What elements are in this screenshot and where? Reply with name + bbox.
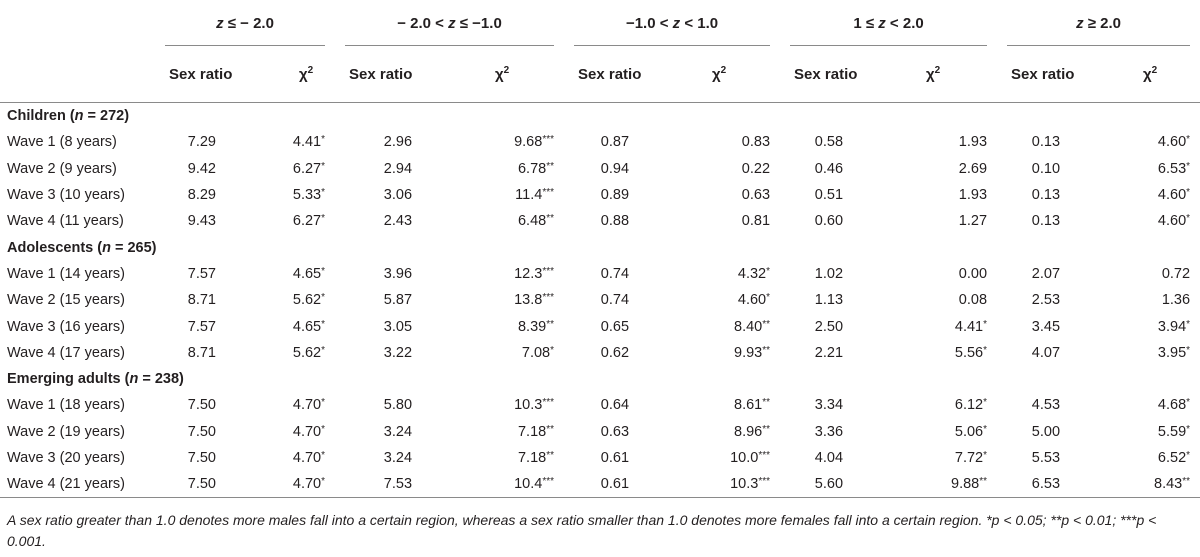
sex-ratio-cell: 0.60: [814, 213, 844, 230]
sex-ratio-cell: 8.71: [187, 292, 216, 309]
significance-marker: *: [1186, 397, 1191, 409]
chi-square-cell: 4.65*: [292, 265, 326, 282]
table-row: [0, 182, 1200, 208]
chi-symbol: χ: [926, 66, 935, 83]
sex-ratio-cell: 2.50: [814, 318, 844, 335]
chi-square-cell: 5.33*: [292, 187, 326, 204]
significance-marker: ***: [542, 476, 555, 488]
chi-square-cell: 4.60*: [1157, 213, 1191, 230]
chi-square-cell: 1.93: [958, 187, 988, 204]
empty-cell: [564, 103, 682, 130]
chi-square-cell: 5.62*: [292, 344, 326, 361]
significance-marker: **: [546, 213, 555, 225]
empty-cell: [465, 366, 564, 392]
sex-ratio-cell: 0.62: [600, 344, 630, 361]
empty-cell: [682, 234, 780, 260]
row-label: Wave 2 (15 years): [7, 292, 125, 309]
sex-ratio-cell: 3.24: [383, 450, 413, 466]
chi-square-cell: 0.81: [741, 213, 771, 230]
chi-square-cell: 4.70*: [292, 397, 326, 414]
sex-ratio-cell: 7.53: [335, 471, 465, 498]
chi-square-header: [269, 46, 335, 103]
significance-marker: **: [1182, 476, 1191, 488]
chi-square-cell: 5.56*: [954, 344, 988, 361]
empty-cell: [780, 366, 896, 392]
table-row: [0, 471, 1200, 498]
row-label: Wave 3 (16 years): [7, 318, 125, 335]
chi-square-cell: 0.83: [741, 134, 771, 151]
significance-marker: **: [762, 423, 771, 435]
chi-square-header: [896, 46, 997, 103]
chi-symbol: χ: [299, 66, 308, 83]
sex-ratio-cell: 7.50: [155, 471, 269, 498]
sex-ratio-cell: 3.06: [383, 187, 413, 204]
chi-square-cell: 1.36: [1161, 292, 1191, 309]
chi-square-cell: 4.60*: [737, 292, 771, 309]
sex-ratio-cell: 0.10: [1031, 160, 1061, 177]
table-row: [0, 129, 1200, 155]
significance-marker: **: [762, 397, 771, 409]
sex-ratio-header: Sex ratio: [997, 46, 1113, 103]
range-header: − 2.0 < z ≤ −1.0: [335, 0, 564, 46]
sex-ratio-cell: 0.61: [564, 471, 682, 498]
group-label: Emerging adults (n = 238): [7, 371, 184, 388]
chi-square-cell: 1.27: [958, 213, 988, 230]
empty-cell: [564, 366, 682, 392]
empty-cell: [1113, 103, 1200, 130]
chi-square-cell: 7.08*: [521, 344, 555, 361]
sex-ratio-cell: 3.22: [383, 344, 413, 361]
sex-ratio-cell: 0.58: [814, 134, 844, 151]
table-row: [0, 261, 1200, 287]
significance-marker: **: [762, 344, 771, 356]
group-row: [0, 366, 1200, 392]
chi-square-cell: 9.68***: [514, 134, 555, 151]
significance-marker: ***: [542, 397, 555, 409]
chi-square-cell: 13.8***: [514, 292, 555, 309]
empty-cell: [1113, 234, 1200, 260]
sex-ratio-cell: 0.13: [1031, 134, 1061, 151]
empty-cell: [335, 103, 465, 130]
sex-ratio-cell: 3.96: [383, 265, 413, 282]
significance-marker: *: [983, 344, 988, 356]
chi-square-cell: 0.08: [958, 292, 988, 309]
chi-square-cell: 3.95*: [1157, 344, 1191, 361]
sex-ratio-header: Sex ratio: [780, 46, 896, 103]
chi-square-cell: 4.65*: [292, 318, 326, 335]
chi-superscript: 2: [934, 65, 941, 76]
sex-ratio-cell: 1.02: [814, 265, 844, 282]
sex-ratio-cell: 0.46: [814, 160, 844, 177]
empty-cell: [269, 103, 335, 130]
sex-ratio-cell: 0.74: [600, 265, 630, 282]
significance-marker: *: [321, 318, 326, 330]
table-row: [0, 287, 1200, 313]
empty-cell: [780, 234, 896, 260]
chi-square-cell: 8.61**: [734, 397, 771, 414]
sex-ratio-cell: 7.50: [187, 450, 216, 466]
significance-marker: *: [321, 134, 326, 146]
corner-cell: [0, 0, 155, 46]
row-label: Wave 4 (17 years): [7, 344, 125, 361]
sex-ratio-cell: 0.65: [600, 318, 630, 335]
chi-square-header: [1113, 46, 1200, 103]
chi-square-cell: 4.70*: [292, 450, 326, 466]
sex-ratio-cell: 2.96: [383, 134, 413, 151]
chi-square-cell: 6.12*: [954, 397, 988, 414]
sex-ratio-cell: 7.57: [187, 318, 216, 335]
sex-ratio-cell: 0.88: [600, 213, 630, 230]
table-row: [0, 156, 1200, 182]
chi-square-cell: 5.06*: [954, 423, 988, 440]
significance-marker: ***: [758, 476, 771, 488]
sex-ratio-cell: 2.53: [1031, 292, 1061, 309]
empty-cell: [335, 366, 465, 392]
significance-marker: ***: [758, 450, 771, 461]
sex-ratio-cell: 5.80: [383, 397, 413, 414]
chi-square-cell: 12.3***: [514, 265, 555, 282]
significance-marker: ***: [542, 187, 555, 199]
significance-marker: *: [1186, 344, 1191, 356]
chi-square-cell: 0.72: [1161, 265, 1191, 282]
sex-ratio-cell: 0.51: [814, 187, 844, 204]
sex-ratio-cell: 3.24: [383, 423, 413, 440]
chi-square-cell: 6.27*: [292, 213, 326, 230]
sex-ratio-cell: 9.42: [187, 160, 216, 177]
chi-square-cell: 5.62*: [292, 292, 326, 309]
significance-marker: *: [321, 213, 326, 225]
row-label: Wave 2 (9 years): [7, 160, 117, 177]
significance-marker: **: [546, 160, 555, 172]
chi-superscript: 2: [1151, 65, 1158, 76]
significance-marker: **: [762, 318, 771, 330]
empty-cell: [997, 234, 1113, 260]
sex-ratio-cell: 7.29: [187, 134, 216, 151]
sex-ratio-cell: 3.05: [383, 318, 413, 335]
sex-ratio-cell: 3.36: [814, 423, 844, 440]
sex-ratio-cell: 0.13: [1031, 213, 1061, 230]
chi-square-cell: 10.3***: [514, 397, 555, 414]
chi-square-cell: 6.52*: [1157, 450, 1191, 466]
chi-square-cell: 1.93: [958, 134, 988, 151]
sex-ratio-cell: 5.53: [1031, 450, 1061, 466]
sex-ratio-cell: 6.53: [997, 471, 1113, 498]
sex-ratio-cell: 2.07: [1031, 265, 1061, 282]
chi-square-cell: 7.72*: [954, 450, 988, 466]
chi-square-cell: 4.41*: [954, 318, 988, 335]
chi-square-cell: 4.60*: [1157, 187, 1191, 204]
significance-marker: *: [321, 450, 326, 461]
table-row: [0, 392, 1200, 418]
chi-square-cell: 4.70*: [292, 423, 326, 440]
group-label: Adolescents (n = 265): [7, 239, 157, 256]
sex-ratio-header: Sex ratio: [564, 46, 682, 103]
table-row: [0, 313, 1200, 339]
chi-square-cell: 7.18**: [517, 450, 555, 466]
sex-ratio-cell: 5.00: [1031, 423, 1061, 440]
chi-square-cell: 6.53*: [1157, 160, 1191, 177]
significance-marker: *: [1186, 160, 1191, 172]
table-header: [0, 0, 1200, 103]
sex-ratio-header: Sex ratio: [335, 46, 465, 103]
empty-cell: [896, 103, 997, 130]
row-label: Wave 3 (10 years): [7, 187, 125, 204]
empty-cell: [1113, 366, 1200, 392]
sex-ratio-cell: 4.53: [1031, 397, 1061, 414]
empty-cell: [269, 234, 335, 260]
significance-marker: *: [321, 187, 326, 199]
chi-symbol: χ: [495, 66, 504, 83]
sex-ratio-cell: 0.94: [600, 160, 630, 177]
sex-ratio-cell: 7.50: [187, 423, 216, 440]
empty-cell: [465, 103, 564, 130]
empty-cell: [564, 234, 682, 260]
empty-cell: [896, 234, 997, 260]
chi-square-cell: 6.48**: [517, 213, 555, 230]
chi-square-cell: 4.60*: [1157, 134, 1191, 151]
chi-square-cell: 8.96**: [734, 423, 771, 440]
chi-superscript: 2: [503, 65, 510, 76]
significance-marker: *: [321, 292, 326, 304]
sex-ratio-cell: 0.61: [600, 450, 630, 466]
chi-superscript: 2: [720, 65, 727, 76]
significance-marker: *: [321, 344, 326, 356]
significance-marker: *: [321, 265, 326, 277]
sex-ratio-cell: 7.57: [187, 265, 216, 282]
chi-square-cell: 4.68*: [1157, 397, 1191, 414]
significance-marker: ***: [542, 292, 555, 304]
sex-ratio-cell: 2.94: [383, 160, 413, 177]
significance-marker: *: [321, 476, 326, 488]
chi-square-cell: 4.70*: [269, 471, 335, 498]
row-label: Wave 1 (14 years): [7, 265, 125, 282]
chi-square-cell: 3.94*: [1157, 318, 1191, 335]
sex-ratio-cell: 4.04: [814, 450, 844, 466]
sex-ratio-cell: 3.34: [814, 397, 844, 414]
significance-marker: *: [1186, 187, 1191, 199]
group-row: [0, 234, 1200, 260]
significance-marker: *: [1186, 318, 1191, 330]
chi-symbol: χ: [712, 66, 721, 83]
group-label: Children (n = 272): [7, 108, 130, 125]
range-header: z ≥ 2.0: [997, 0, 1200, 46]
table-row: [0, 208, 1200, 234]
significance-marker: **: [546, 450, 555, 461]
empty-cell: [997, 366, 1113, 392]
chi-square-cell: 8.43**: [1113, 471, 1200, 498]
row-label: Wave 3 (20 years): [7, 450, 125, 466]
significance-marker: **: [546, 318, 555, 330]
sex-ratio-cell: 0.63: [600, 423, 630, 440]
chi-square-cell: 0.00: [958, 265, 988, 282]
empty-cell: [896, 366, 997, 392]
row-label: Wave 1 (8 years): [7, 134, 117, 151]
significance-marker: *: [983, 397, 988, 409]
significance-marker: *: [321, 160, 326, 172]
significance-marker: *: [1186, 450, 1191, 461]
sex-ratio-cell: 0.74: [600, 292, 630, 309]
corner-cell: [0, 46, 155, 103]
group-row: [0, 103, 1200, 130]
chi-square-cell: 4.41*: [292, 134, 326, 151]
empty-cell: [465, 234, 564, 260]
chi-symbol: χ: [1143, 66, 1152, 83]
empty-cell: [997, 103, 1113, 130]
empty-cell: [269, 366, 335, 392]
empty-cell: [682, 366, 780, 392]
significance-marker: *: [983, 423, 988, 435]
chi-square-cell: 10.4***: [465, 471, 564, 498]
chi-square-cell: 0.63: [741, 187, 771, 204]
chi-square-cell: 6.27*: [292, 160, 326, 177]
significance-marker: ***: [542, 134, 555, 146]
chi-square-header: [682, 46, 780, 103]
significance-marker: *: [1186, 423, 1191, 435]
significance-marker: *: [1186, 134, 1191, 146]
sex-ratio-cell: 2.21: [814, 344, 844, 361]
chi-square-cell: 8.40**: [734, 318, 771, 335]
sex-ratio-cell: 9.43: [187, 213, 216, 230]
table-row: [0, 419, 1200, 445]
chi-square-header: [465, 46, 564, 103]
significance-marker: *: [766, 292, 771, 304]
row-label: Wave 4 (11 years): [7, 213, 124, 230]
empty-cell: [155, 103, 269, 130]
sex-ratio-cell: 5.60: [780, 471, 896, 498]
sex-ratio-cell: 0.13: [1031, 187, 1061, 204]
table-footnote: A sex ratio greater than 1.0 denotes more males fall into a certain region, whereas a sex ratio smaller than 1.0 denotes more females fall into a certain region. *p < 0.05; **p < 0.01; ***p < 0.001.: [7, 512, 1157, 549]
chi-square-cell: 10.0***: [730, 450, 771, 466]
significance-marker: **: [546, 423, 555, 435]
row-label: Wave 4 (21 years): [0, 471, 155, 498]
empty-cell: [780, 103, 896, 130]
significance-marker: *: [766, 265, 771, 277]
empty-cell: [682, 103, 780, 130]
significance-marker: *: [983, 450, 988, 461]
chi-square-cell: 5.59*: [1157, 423, 1191, 440]
sex-ratio-cell: 5.87: [383, 292, 413, 309]
row-label: Wave 2 (19 years): [7, 423, 125, 440]
significance-marker: *: [321, 423, 326, 435]
chi-square-cell: 0.22: [741, 160, 771, 177]
chi-square-cell: 8.39**: [517, 318, 555, 335]
table-body: [0, 103, 1200, 498]
significance-marker: *: [321, 397, 326, 409]
range-header: −1.0 < z < 1.0: [564, 0, 780, 46]
sex-ratio-cell: 2.43: [383, 213, 413, 230]
significance-marker: *: [550, 344, 555, 356]
sex-ratio-cell: 8.71: [187, 344, 216, 361]
sex-ratio-cell: 0.89: [600, 187, 630, 204]
significance-marker: *: [983, 318, 988, 330]
sex-ratio-cell: 0.64: [600, 397, 630, 414]
significance-marker: *: [1186, 213, 1191, 225]
significance-marker: **: [979, 476, 988, 488]
sex-ratio-cell: 0.87: [600, 134, 630, 151]
chi-square-cell: 7.18**: [517, 423, 555, 440]
row-label: Wave 1 (18 years): [7, 397, 125, 414]
range-header: z ≤ − 2.0: [155, 0, 335, 46]
table-row: [0, 340, 1200, 366]
sex-ratio-cell: 8.29: [187, 187, 216, 204]
sex-ratio-header: Sex ratio: [155, 46, 269, 103]
sex-ratio-cell: 3.45: [1031, 318, 1061, 335]
chi-square-cell: 2.69: [958, 160, 988, 177]
chi-superscript: 2: [307, 65, 314, 76]
chi-square-cell: 4.32*: [737, 265, 771, 282]
empty-cell: [335, 234, 465, 260]
significance-marker: ***: [542, 265, 555, 277]
sex-ratio-cell: 7.50: [187, 397, 216, 414]
chi-square-cell: 9.93**: [734, 344, 771, 361]
chi-square-cell: 10.3***: [682, 471, 780, 498]
empty-cell: [155, 234, 269, 260]
range-header: 1 ≤ z < 2.0: [780, 0, 997, 46]
chi-square-cell: 6.78**: [517, 160, 555, 177]
chi-square-cell: 11.4***: [515, 187, 555, 204]
sex-ratio-cell: 1.13: [814, 292, 844, 309]
sex-ratio-cell: 4.07: [1031, 344, 1061, 361]
chi-square-cell: 9.88**: [896, 471, 997, 498]
table-row: [0, 445, 1200, 471]
